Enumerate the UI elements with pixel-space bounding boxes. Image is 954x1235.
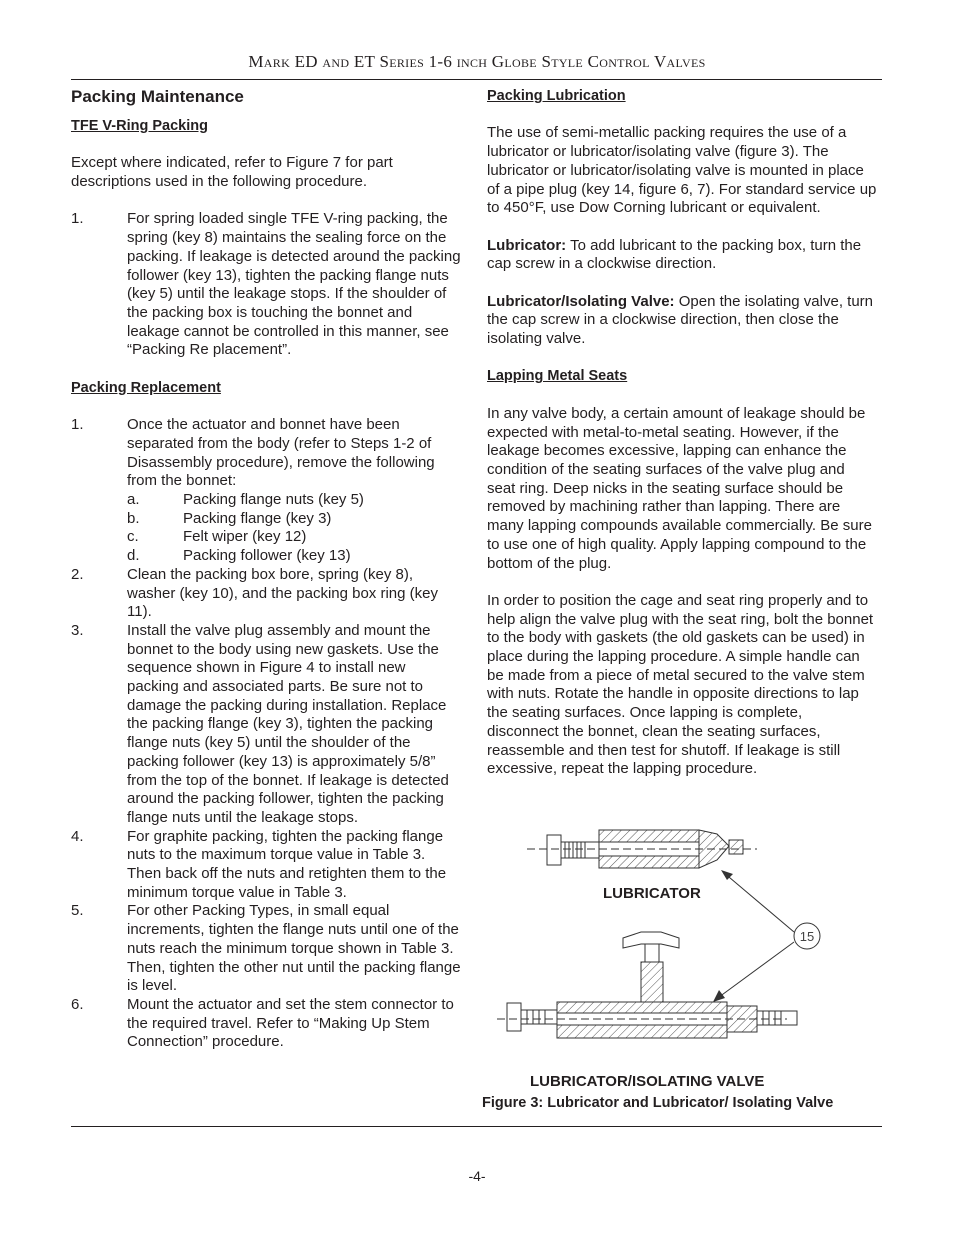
list-item bbox=[71, 210, 461, 360]
figure-caption: Figure 3: Lubricator and Lubricator/ Isolating Valve bbox=[482, 1095, 834, 1111]
sub-letter: b. bbox=[127, 509, 140, 527]
sub-text: Packing follower (key 13) bbox=[183, 547, 351, 565]
list-item bbox=[71, 902, 461, 996]
isolating-valve-drawing bbox=[497, 932, 797, 1038]
lapping-paragraph-1: In any valve body, a certain amount of leakage should be expected with metal-to-metal seating. However, if the leakage becomes excessive, lapping can enhance the condition of the seating surfaces of the valve plug and seat ring. Deep nicks in the seating surface should be removed by machining rather than lapping. There are many lapping compounds available commercially. Be sure to use one of high quality. Apply lapping compound to the bottom of the plug. bbox=[487, 404, 872, 572]
lubricator-paragraph bbox=[487, 237, 877, 274]
arrowhead-bottom bbox=[713, 990, 725, 1002]
item-number: 2. bbox=[71, 565, 84, 583]
lubricator-drawing bbox=[527, 830, 757, 868]
sub-item bbox=[127, 547, 461, 566]
lubricator-text: To add lubricant to the packing box, turn the cap screw in a clockwise direction. bbox=[487, 236, 862, 273]
list-item bbox=[71, 828, 461, 903]
lapping-heading: Lapping Metal Seats bbox=[487, 368, 628, 385]
sub-letter: a. bbox=[127, 491, 140, 508]
list-item bbox=[71, 566, 461, 622]
left-column bbox=[71, 86, 461, 1052]
isolating-label: Lubricator/Isolating Valve: bbox=[487, 292, 675, 310]
item-text: Clean the packing box bore, spring (key 8), washer (key 10), and the packing box ring (key 11). bbox=[127, 565, 438, 621]
sub-text: Packing flange nuts (key 5) bbox=[183, 491, 364, 508]
right-column bbox=[487, 87, 877, 779]
list-item bbox=[71, 996, 461, 1052]
sub-text: Felt wiper (key 12) bbox=[183, 528, 307, 546]
sub-item bbox=[127, 491, 461, 510]
replacement-heading: Packing Replacement bbox=[71, 379, 221, 396]
label-isolating-valve: LUBRICATOR/ISOLATING VALVE bbox=[530, 1073, 765, 1090]
item-number: 4. bbox=[71, 827, 84, 845]
item-number: 3. bbox=[71, 621, 84, 639]
lapping-paragraph-2: In order to position the cage and seat ring properly and to help align the valve plug with the seat ring, bolt the bonnet to the body with gaskets (the old gaskets can be used) in place during the lapping procedure. A simple handle can be made from a piece of metal secured to the valve stem with nuts. Rotate the handle in opposite directions to lap the seating surfaces. Once lapping is complete, disconnect the bonnet, clean the seating surfaces, reassemble and then test for shutoff. If leakage is still excessive, repeat the lapping procedure. bbox=[487, 591, 874, 778]
lubrication-heading: Packing Lubrication bbox=[487, 88, 626, 104]
page-number: -4- bbox=[468, 1168, 486, 1184]
item-number: 5. bbox=[71, 902, 84, 920]
list-item bbox=[71, 622, 461, 828]
item-number: 6. bbox=[71, 995, 84, 1013]
item-text: For other Packing Types, in small equal increments, tighten the flange nuts until one of the nuts reach the minimum torque shown in Table 3. Then, tighten the other nut until the packing flange is level. bbox=[127, 902, 461, 995]
isolating-paragraph bbox=[487, 293, 877, 349]
header-rule bbox=[71, 79, 882, 80]
sub-item bbox=[127, 510, 461, 529]
callout-leader-bottom bbox=[715, 942, 794, 1000]
figure-3 bbox=[487, 820, 877, 1120]
item-text: For spring loaded single TFE V-ring packing, the spring (key 8) maintains the sealing force on the packing. If leakage is detected around the packing follower (key 13), tighten the packing flange nuts (key 5) until the leakage stops. If the shoulder of the packing box is touching the bonnet and leakage cannot be controlled in this manner, see “Packing Re placement”. bbox=[127, 210, 461, 359]
item-number: 1. bbox=[71, 416, 84, 434]
item-text: Install the valve plug assembly and mount the bonnet to the body using new gaskets. Use the sequence shown in Figure 4 to install new packing and associated parts. Be sure not to damage the packing during installation. Replace the packing flange (key 3), tighten the packing flange nuts (key 5) until the shoulder of the packing follower (key 13) is approximately 5/8” from the top of the bonnet. If leakage is detected around the packing follower, tighten the packing flange nuts until the leakage stops. bbox=[127, 621, 449, 826]
item-text: For graphite packing, tighten the packing flange nuts to the maximum torque value in Table 3. Then back off the nuts and retighten them to the minimum torque value in Table 3. bbox=[127, 827, 447, 901]
callout-leader-top bbox=[723, 872, 794, 932]
footer-rule bbox=[71, 1126, 882, 1127]
label-lubricator: LUBRICATOR bbox=[603, 885, 701, 902]
lubricator-label: Lubricator: bbox=[487, 236, 567, 254]
callout-number: 15 bbox=[799, 929, 815, 944]
sub-letter: c. bbox=[127, 528, 139, 546]
section-title: Packing Maintenance bbox=[71, 87, 244, 106]
intro-paragraph: Except where indicated, refer to Figure 7 for part descriptions used in the following procedure. bbox=[71, 154, 393, 191]
lubrication-paragraph: The use of semi-metallic packing requires the use of a lubricator or lubricator/isolating valve (figure 3). The lubricator or lubricator/isolating valve is mounted in place of a pipe plug (key 14, figure 6, 7). For standard service up to 450°F, use Dow Corning lubricant or equivalent. bbox=[487, 124, 877, 217]
isolating-text: Open the isolating valve, turn the cap screw in a clockwise direction, then close the isolating valve. bbox=[487, 292, 873, 348]
item-number: 1. bbox=[71, 210, 84, 228]
sub-item bbox=[127, 528, 461, 547]
item-text: Once the actuator and bonnet have been separated from the body (refer to Steps 1-2 of Disassembly procedure), remove the following from the bonnet: bbox=[127, 416, 435, 490]
tfe-heading: TFE V-Ring Packing bbox=[71, 118, 208, 134]
item-text: Mount the actuator and set the stem connector to the required travel. Refer to “Making Up Stem Connection” procedure. bbox=[127, 995, 454, 1051]
running-header: Mark ED and ET Series 1-6 inch Globe Style Control Valves bbox=[248, 52, 706, 71]
lubricator-diagram bbox=[487, 820, 877, 1080]
list-item bbox=[71, 416, 461, 566]
sub-letter: d. bbox=[127, 547, 140, 565]
sub-text: Packing flange (key 3) bbox=[183, 509, 332, 527]
